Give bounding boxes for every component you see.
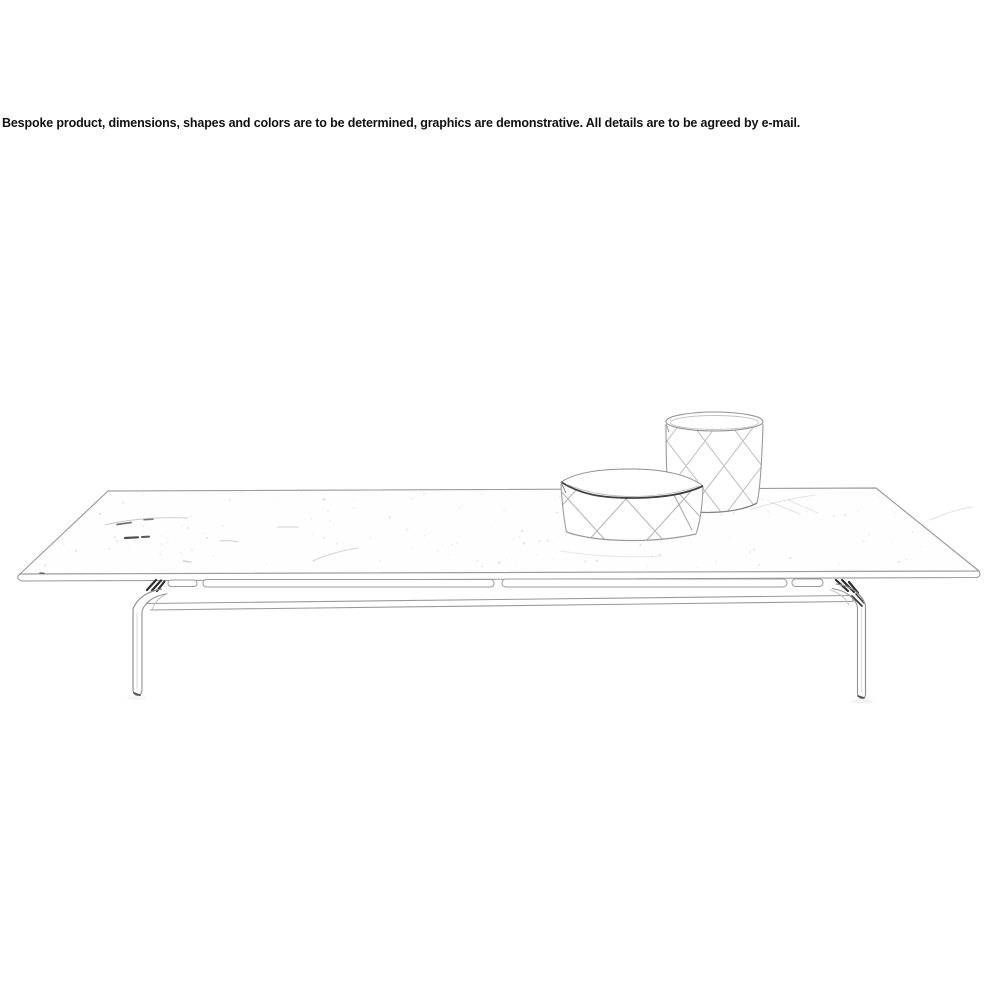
stretcher-tube	[146, 596, 853, 611]
apron-slots	[168, 579, 823, 587]
left-leg	[133, 589, 168, 696]
basket-rim	[666, 412, 763, 431]
tabletop-surface	[20, 488, 979, 574]
right-foot-shadow	[851, 699, 873, 703]
table-frame	[127, 579, 873, 704]
disclaimer-text: Bespoke product, dimensions, shapes and colors are to be determined, graphics are demonstrative. All details are to be agreed by e-mail.	[2, 116, 801, 130]
tabletop	[18, 488, 980, 581]
left-foot-shadow	[127, 696, 147, 700]
